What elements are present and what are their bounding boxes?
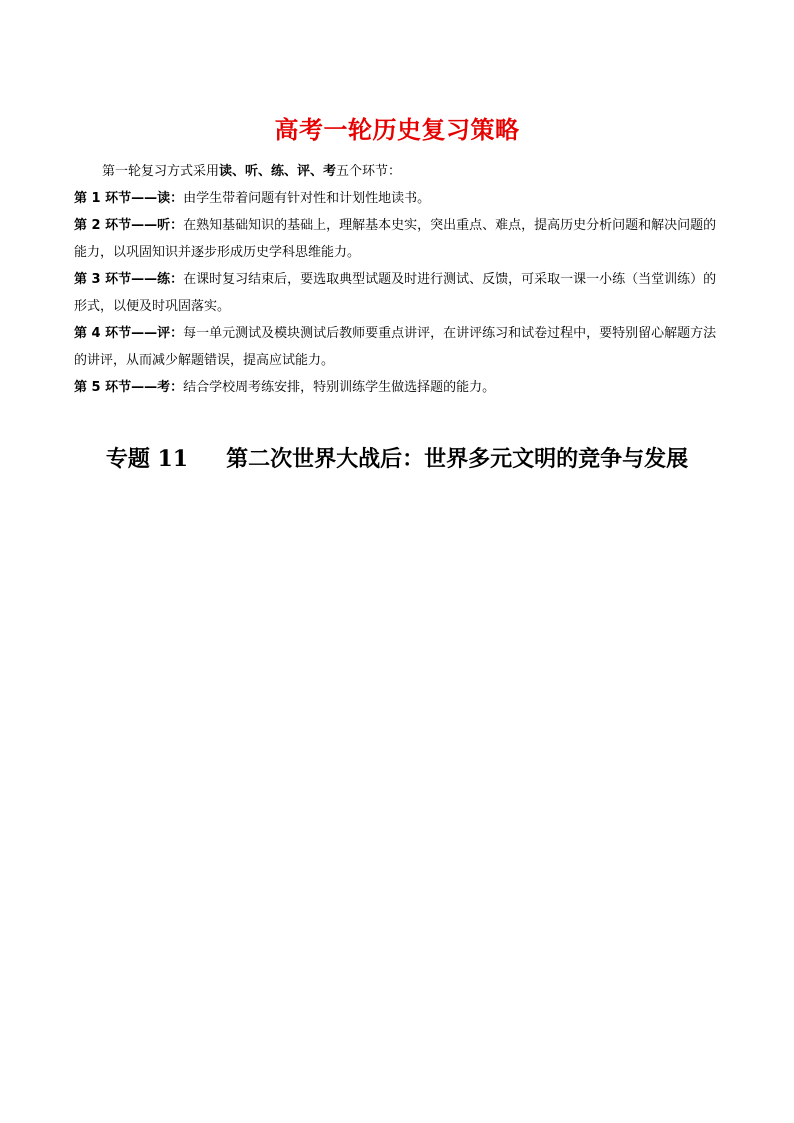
step-5-paragraph — [74, 374, 724, 401]
step-2-text: 在熟知基础知识的基础上，理解基本史实，突出重点、难点，提高历史分析问题和解决问题的能力，以巩固知识并逐步形成历史学科思维能力。 — [74, 218, 717, 260]
step-4-text: 每一单元测试及模块测试后教师要重点讲评，在讲评练习和试卷过程中，要特别留心解题方法的讲评，从而减少解题错误，提高应试能力。 — [74, 326, 717, 368]
step-4-paragraph — [74, 320, 724, 374]
step-1-label: 第 1 环节——读： — [74, 191, 184, 206]
step-1-paragraph — [74, 185, 724, 212]
intro-suffix: 五个环节： — [336, 164, 402, 179]
step-4-label: 第 4 环节——评： — [74, 326, 184, 341]
topic-heading — [0, 441, 794, 478]
intro-paragraph — [74, 158, 724, 185]
review-strategy-body — [74, 158, 724, 401]
step-5-text: 结合学校周考练安排，特别训练学生做选择题的能力。 — [183, 380, 496, 395]
step-2-paragraph — [74, 212, 724, 266]
step-3-label: 第 3 环节——练： — [74, 272, 184, 287]
step-3-paragraph — [74, 266, 724, 320]
step-1-text: 由学生带着问题有针对性和计划性地读书。 — [183, 191, 431, 206]
intro-steps-highlight: 读、听、练、评、考 — [219, 164, 337, 179]
step-5-label: 第 5 环节——考： — [74, 380, 184, 395]
intro-prefix: 第一轮复习方式采用 — [102, 164, 220, 179]
step-3-text: 在课时复习结束后，要选取典型试题及时进行测试、反馈，可采取一课一小练（当堂训练）的形式，以便及时巩固落实。 — [74, 272, 717, 314]
step-2-label: 第 2 环节——听： — [74, 218, 184, 233]
topic-title: 第二次世界大战后：世界多元文明的竞争与发展 — [226, 447, 689, 472]
topic-number: 专题 11 — [105, 446, 189, 472]
page-title: 高考一轮历史复习策略 — [274, 116, 520, 144]
